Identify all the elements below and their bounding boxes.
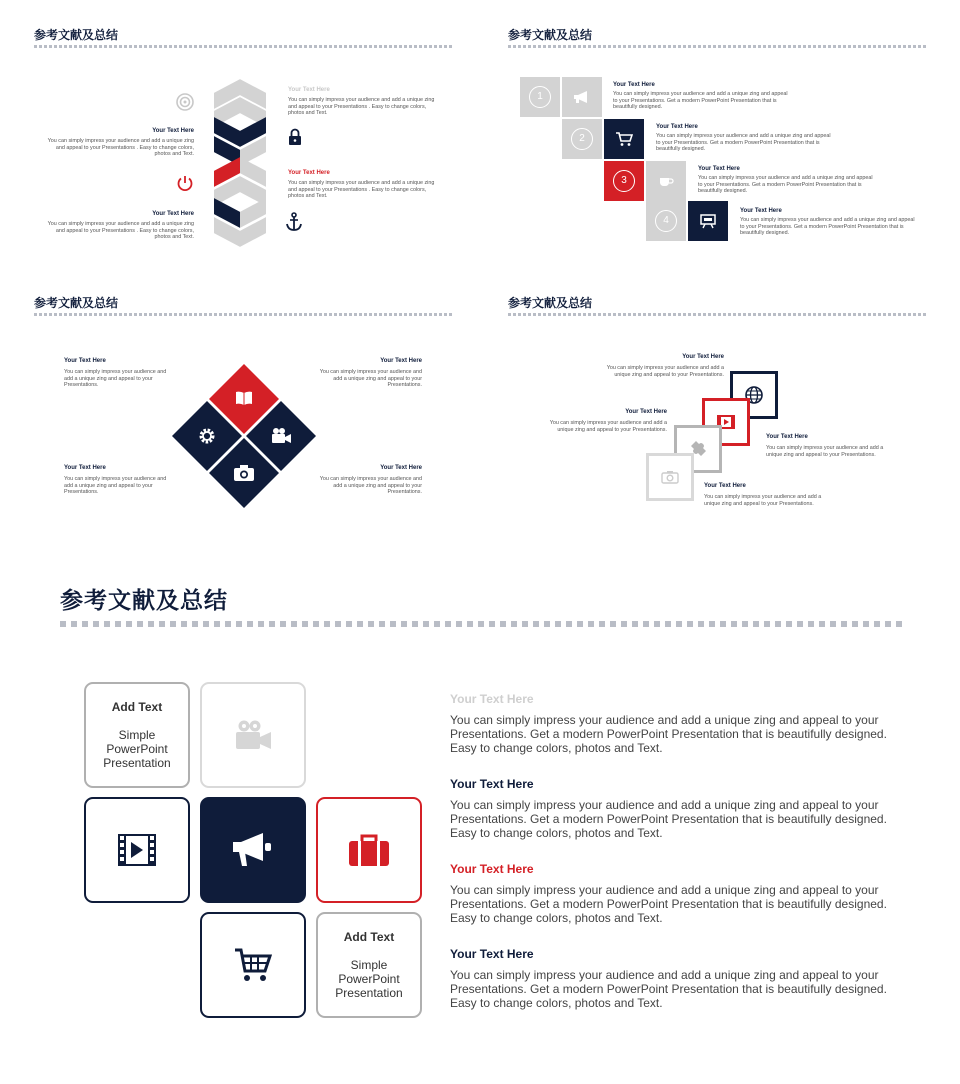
step-heading: Your Text Here	[656, 124, 698, 130]
target-icon	[175, 92, 195, 112]
briefcase-tile	[316, 797, 422, 903]
slide-title: 参考文献及总结	[508, 28, 593, 42]
video-camera-icon	[270, 427, 292, 445]
cart-icon	[604, 119, 644, 159]
add-text-tile	[84, 682, 190, 788]
shopping-cart-icon	[234, 947, 272, 983]
step-number: 3	[613, 170, 635, 192]
dotted-divider	[508, 313, 926, 316]
megaphone-tile	[200, 797, 306, 903]
dotted-divider	[508, 45, 926, 48]
slide-title: 参考文献及总结	[508, 296, 593, 310]
step-heading: Your Text Here	[698, 166, 740, 172]
text-heading: Your Text Here	[625, 409, 667, 415]
text-body: You can simply impress your audience and add a unique zing and appeal to your Presentations.	[766, 445, 884, 458]
step-heading: Your Text Here	[740, 208, 782, 214]
step-number-box	[562, 119, 602, 159]
megaphone-icon	[562, 77, 602, 117]
film-play-icon	[117, 833, 157, 867]
coffee-cup-icon	[646, 161, 686, 201]
text-heading: Your Text Here	[766, 434, 808, 440]
anchor-icon	[285, 212, 303, 232]
step-body: You can simply impress your audience and add a unique zing and appeal to your Presentations. Get a modern PowerPoint Presentation that is beautifully designed.	[698, 175, 873, 195]
dotted-divider	[60, 621, 902, 627]
book-icon	[234, 390, 254, 406]
step-number: 2	[571, 128, 593, 150]
camera-icon	[661, 470, 679, 484]
slide-title: 参考文献及总结	[60, 588, 228, 614]
presentation-board-icon	[688, 201, 728, 241]
text-body: You can simply impress your audience and add a unique zing and appeal to your Presentations . Easy to change colors, photos and Text.	[47, 221, 194, 241]
text-body: You can simply impress your audience and add a unique zing and appeal to your Presentations.	[319, 369, 422, 389]
text-heading: Your Text Here	[380, 358, 422, 364]
text-heading: Your Text Here	[450, 777, 534, 791]
text-body: You can simply impress your audience and add a unique zing and appeal to your Presentations . Easy to change colors, photos and Text.	[288, 97, 435, 117]
text-heading: Your Text Here	[450, 947, 534, 961]
text-heading: Your Text Here	[64, 465, 106, 471]
cart-tile	[200, 912, 306, 1018]
step-heading: Your Text Here	[613, 82, 655, 88]
text-body: You can simply impress your audience and add a unique zing and appeal to your Presentations . Easy to change colors, photos and Text.	[288, 180, 435, 200]
text-body: You can simply impress your audience and add a unique zing and appeal to your Presentations. Get a modern PowerPoint Presentation that is beautifully designed. Easy to change colors, photos and Text.	[450, 713, 887, 755]
lock-icon	[288, 128, 302, 146]
video-camera-icon	[234, 719, 272, 751]
add-text-tile	[316, 912, 422, 1018]
step-number: 4	[655, 210, 677, 232]
step-body: You can simply impress your audience and add a unique zing and appeal to your Presentations. Get a modern PowerPoint Presentation that is beautifully designed.	[613, 91, 788, 111]
gear-icon	[197, 426, 217, 446]
text-heading: Your Text Here	[64, 358, 106, 364]
text-heading: Your Text Here	[380, 465, 422, 471]
step-number-box	[604, 161, 644, 201]
step-body: You can simply impress your audience and add a unique zing and appeal to your Presentations. Get a modern PowerPoint Presentation that is beautifully designed.	[740, 217, 915, 237]
faded-heading: Your Text Here	[288, 87, 330, 93]
video-camera-tile	[200, 682, 306, 788]
text-body: You can simply impress your audience and add a unique zing and appeal to your Presentations.	[319, 476, 422, 496]
diamond-graphic	[172, 364, 316, 508]
dotted-divider	[34, 45, 452, 48]
text-body: You can simply impress your audience and add a unique zing and appeal to your Presentations.	[549, 420, 667, 433]
faded-heading: Your Text Here	[450, 692, 534, 706]
text-body: You can simply impress your audience and add a unique zing and appeal to your Presentations.	[606, 365, 724, 378]
text-body: You can simply impress your audience and add a unique zing and appeal to your Presentations.	[64, 476, 167, 496]
tile-body: Simple PowerPoint Presentation	[335, 958, 403, 1000]
text-body: You can simply impress your audience and add a unique zing and appeal to your Presentations. Get a modern PowerPoint Presentation that is beautifully designed. Easy to change colors, photos and Text.	[450, 798, 887, 840]
tile-title: Add Text	[111, 700, 163, 714]
dotted-divider	[34, 313, 452, 316]
tile-body: Simple PowerPoint Presentation	[103, 728, 171, 770]
text-heading: Your Text Here	[450, 862, 534, 876]
tile-title: Add Text	[343, 930, 395, 944]
step-number-box	[646, 201, 686, 241]
step-number: 1	[529, 86, 551, 108]
power-icon	[176, 174, 194, 192]
text-body: You can simply impress your audience and add a unique zing and appeal to your Presentations . Easy to change colors, photos and Text.	[47, 138, 194, 158]
step-number-box	[520, 77, 560, 117]
slide-title: 参考文献及总结	[34, 296, 119, 310]
text-heading: Your Text Here	[682, 354, 724, 360]
step-body: You can simply impress your audience and add a unique zing and appeal to your Presentations. Get a modern PowerPoint Presentation that is beautifully designed.	[656, 133, 831, 153]
text-body: You can simply impress your audience and add a unique zing and appeal to your Presentations.	[64, 369, 167, 389]
text-body: You can simply impress your audience and add a unique zing and appeal to your Presentations.	[704, 494, 822, 507]
text-heading: Your Text Here	[152, 128, 194, 134]
camera-frame	[646, 453, 694, 501]
camera-icon	[233, 464, 255, 482]
text-body: You can simply impress your audience and add a unique zing and appeal to your Presentations. Get a modern PowerPoint Presentation that is beautifully designed. Easy to change colors, photos and Text.	[450, 883, 887, 925]
video-tile	[84, 797, 190, 903]
text-body: You can simply impress your audience and add a unique zing and appeal to your Presentations. Get a modern PowerPoint Presentation that is beautifully designed. Easy to change colors, photos and Text.	[450, 968, 887, 1010]
text-heading: Your Text Here	[704, 483, 746, 489]
text-heading: Your Text Here	[152, 211, 194, 217]
megaphone-icon	[231, 831, 275, 869]
briefcase-icon	[348, 833, 390, 867]
slide-title: 参考文献及总结	[34, 28, 119, 42]
text-heading: Your Text Here	[288, 170, 330, 176]
